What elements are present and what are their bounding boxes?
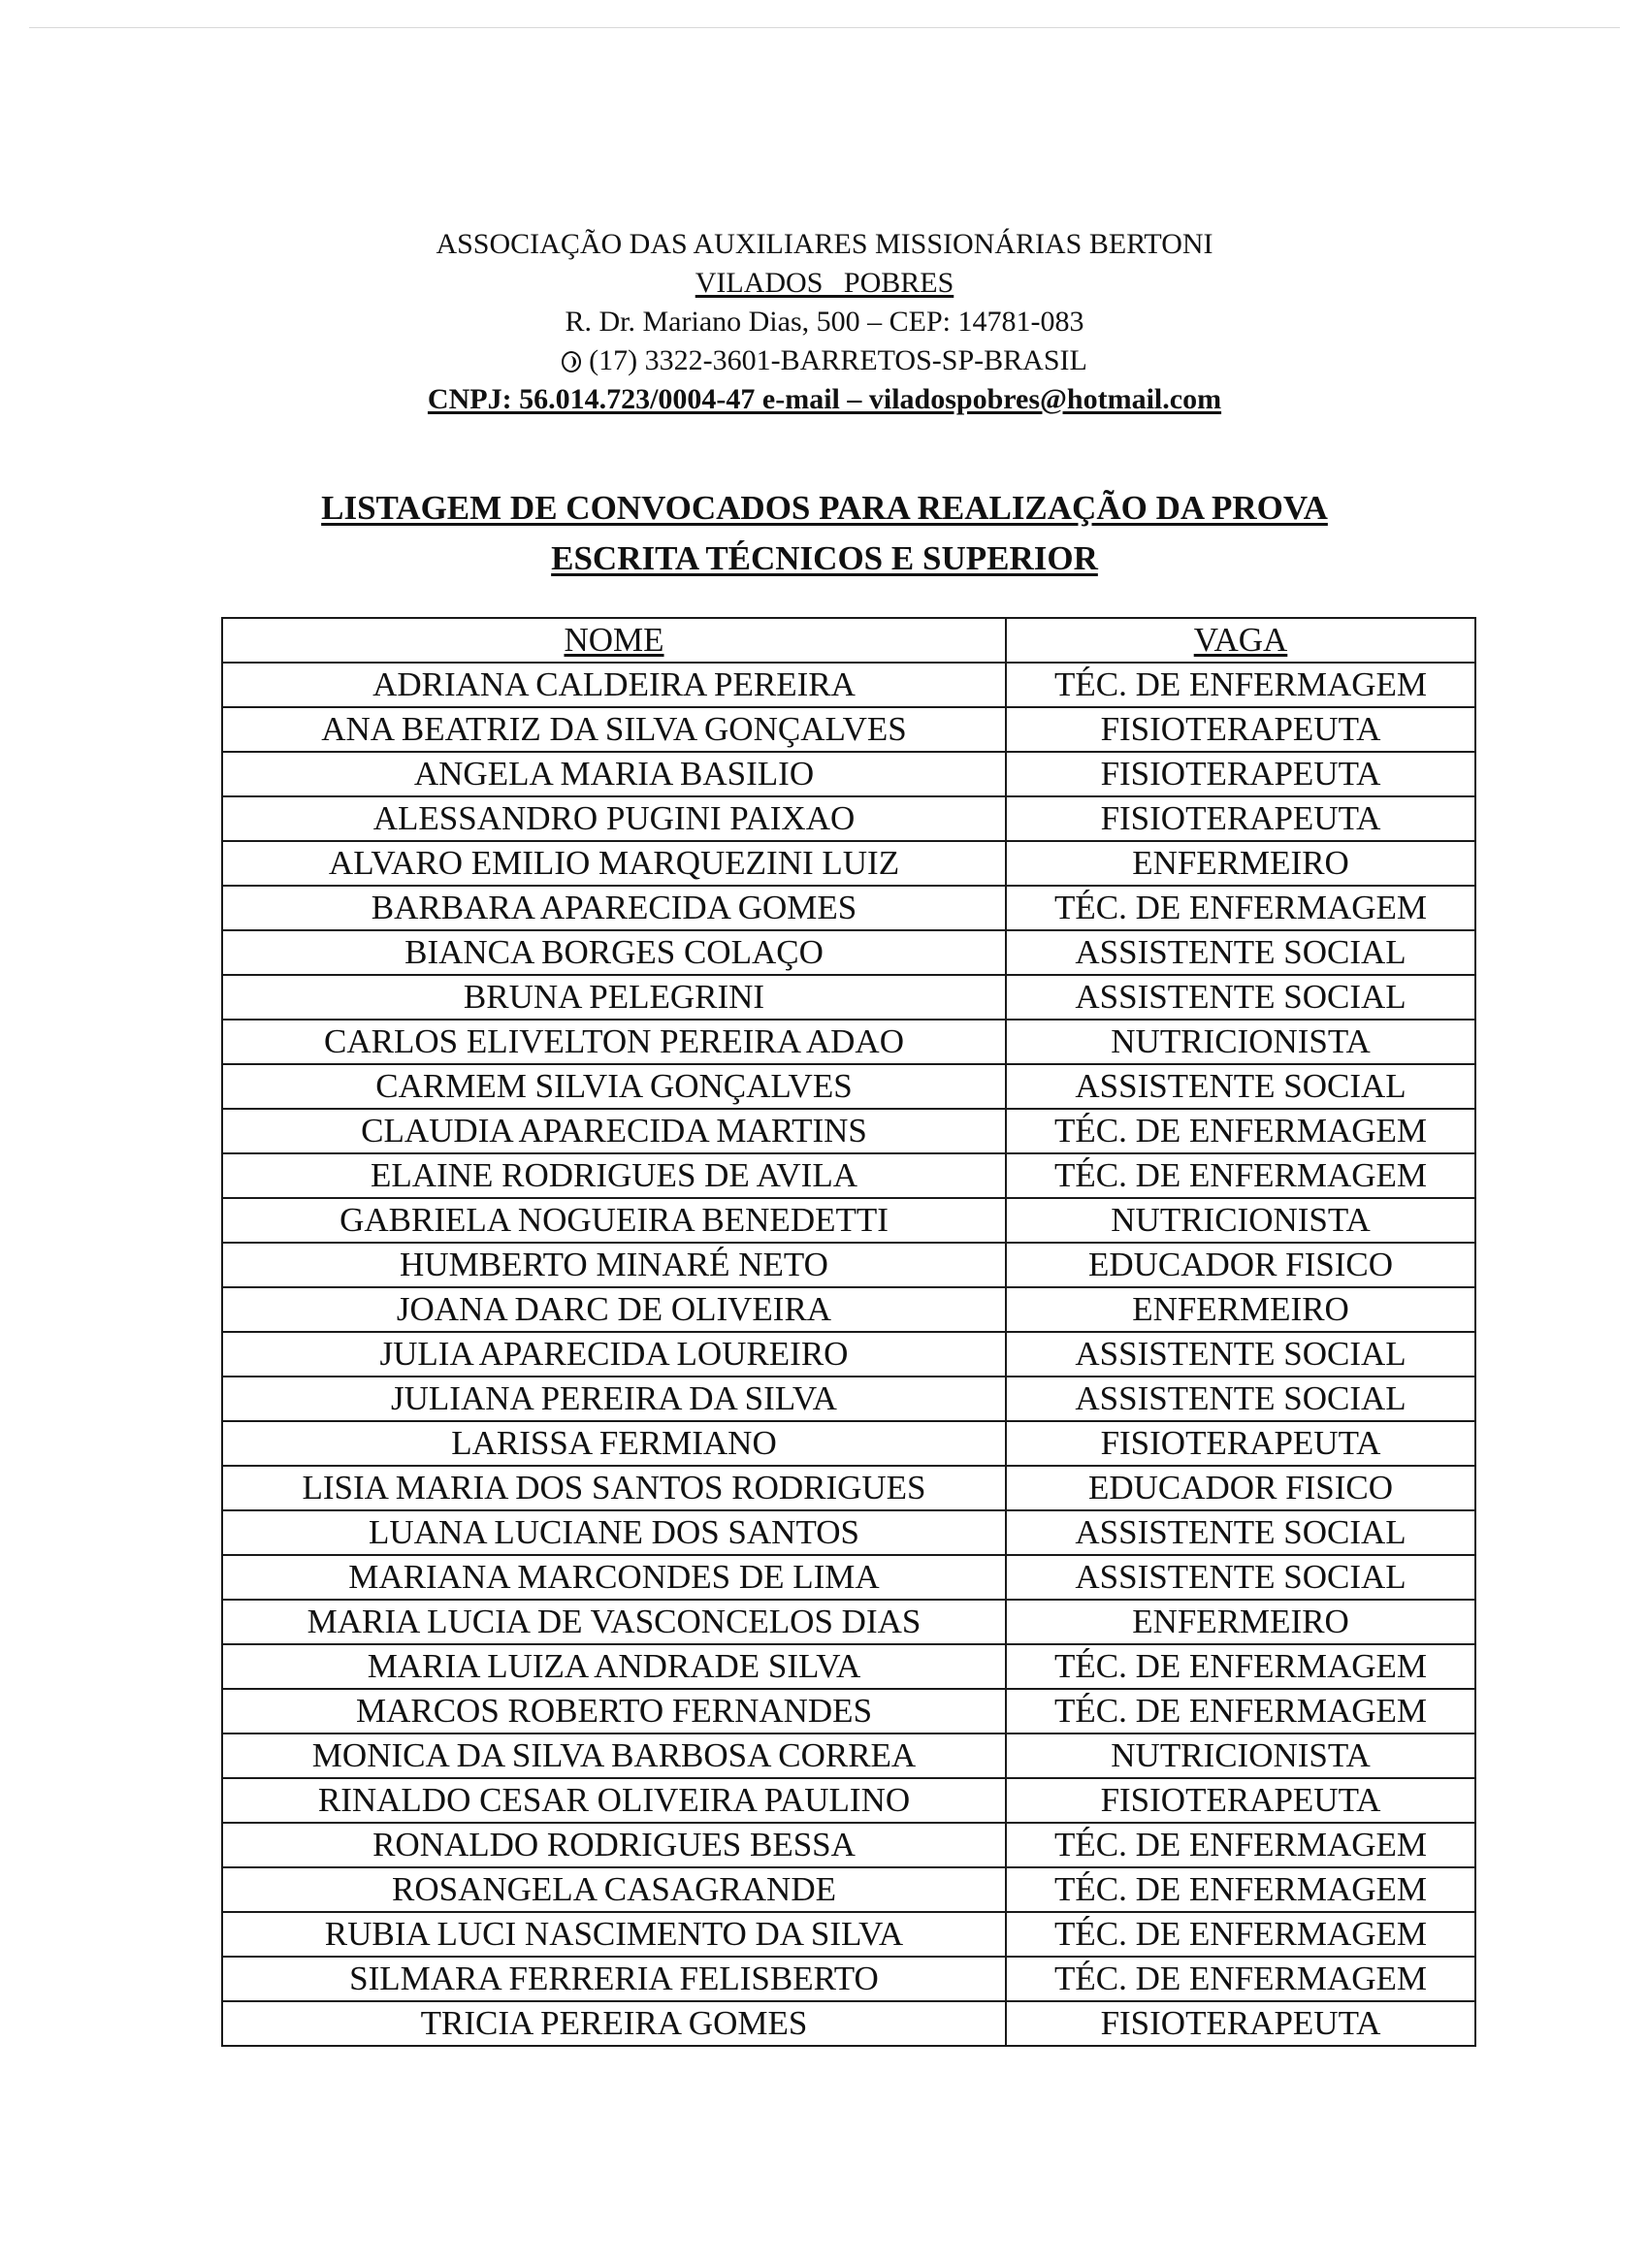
cell-vaga: ASSISTENTE SOCIAL bbox=[1006, 975, 1475, 1020]
table-row bbox=[222, 1778, 1475, 1823]
table-row bbox=[222, 1555, 1475, 1600]
column-header-nome: NOME bbox=[222, 618, 1006, 663]
cell-vaga: ASSISTENTE SOCIAL bbox=[1006, 1064, 1475, 1109]
title-line-1: LISTAGEM DE CONVOCADOS PARA REALIZAÇÃO DA PROVA bbox=[321, 489, 1328, 527]
cell-vaga: NUTRICIONISTA bbox=[1006, 1198, 1475, 1243]
org-phone: (17) 3322-3601-BARRETOS-SP-BRASIL bbox=[589, 344, 1087, 376]
cell-nome: ALESSANDRO PUGINI PAIXAO bbox=[222, 796, 1006, 841]
cell-vaga: FISIOTERAPEUTA bbox=[1006, 796, 1475, 841]
cell-nome: JOANA DARC DE OLIVEIRA bbox=[222, 1287, 1006, 1332]
cell-vaga: TÉC. DE ENFERMAGEM bbox=[1006, 1109, 1475, 1153]
table-row bbox=[222, 752, 1475, 796]
table-row bbox=[222, 930, 1475, 975]
cell-vaga: FISIOTERAPEUTA bbox=[1006, 1421, 1475, 1466]
table-row bbox=[222, 975, 1475, 1020]
table-row bbox=[222, 1287, 1475, 1332]
table-row bbox=[222, 1867, 1475, 1912]
table-row bbox=[222, 1510, 1475, 1555]
table-row bbox=[222, 1020, 1475, 1064]
cell-vaga: NUTRICIONISTA bbox=[1006, 1020, 1475, 1064]
cell-nome: LARISSA FERMIANO bbox=[222, 1421, 1006, 1466]
table-row bbox=[222, 1689, 1475, 1733]
title-line-2: ESCRITA TÉCNICOS E SUPERIOR bbox=[551, 539, 1098, 577]
table-row bbox=[222, 1153, 1475, 1198]
table-row bbox=[222, 841, 1475, 886]
cell-nome: MARIA LUCIA DE VASCONCELOS DIAS bbox=[222, 1600, 1006, 1644]
cell-nome: GABRIELA NOGUEIRA BENEDETTI bbox=[222, 1198, 1006, 1243]
table-row bbox=[222, 1600, 1475, 1644]
org-address: R. Dr. Mariano Dias, 500 – CEP: 14781-083 bbox=[565, 306, 1084, 338]
table-row bbox=[222, 1377, 1475, 1421]
cell-vaga: NUTRICIONISTA bbox=[1006, 1733, 1475, 1778]
cell-nome: ADRIANA CALDEIRA PEREIRA bbox=[222, 663, 1006, 707]
table-row bbox=[222, 886, 1475, 930]
org-short-name-line bbox=[0, 264, 1649, 303]
cell-vaga: ASSISTENTE SOCIAL bbox=[1006, 1332, 1475, 1377]
cell-vaga: TÉC. DE ENFERMAGEM bbox=[1006, 1867, 1475, 1912]
cell-vaga: TÉC. DE ENFERMAGEM bbox=[1006, 1644, 1475, 1689]
cell-nome: LISIA MARIA DOS SANTOS RODRIGUES bbox=[222, 1466, 1006, 1510]
phone-icon bbox=[562, 351, 581, 373]
cell-nome: JULIANA PEREIRA DA SILVA bbox=[222, 1377, 1006, 1421]
table-row bbox=[222, 1421, 1475, 1466]
cell-nome: ROSANGELA CASAGRANDE bbox=[222, 1867, 1006, 1912]
table-row bbox=[222, 1466, 1475, 1510]
org-phone-line bbox=[0, 341, 1649, 380]
cell-vaga: ENFERMEIRO bbox=[1006, 1287, 1475, 1332]
table-row bbox=[222, 796, 1475, 841]
cell-nome: ELAINE RODRIGUES DE AVILA bbox=[222, 1153, 1006, 1198]
org-cnpj-line bbox=[0, 380, 1649, 419]
cell-vaga: TÉC. DE ENFERMAGEM bbox=[1006, 663, 1475, 707]
cell-vaga: FISIOTERAPEUTA bbox=[1006, 1778, 1475, 1823]
table-row bbox=[222, 1644, 1475, 1689]
cell-vaga: FISIOTERAPEUTA bbox=[1006, 752, 1475, 796]
cell-nome: ANGELA MARIA BASILIO bbox=[222, 752, 1006, 796]
document-title bbox=[0, 483, 1649, 584]
cell-nome: BIANCA BORGES COLAÇO bbox=[222, 930, 1006, 975]
cell-vaga: ASSISTENTE SOCIAL bbox=[1006, 1555, 1475, 1600]
column-header-vaga: VAGA bbox=[1006, 618, 1475, 663]
cell-vaga: ENFERMEIRO bbox=[1006, 1600, 1475, 1644]
cell-vaga: ASSISTENTE SOCIAL bbox=[1006, 930, 1475, 975]
cell-vaga: TÉC. DE ENFERMAGEM bbox=[1006, 1912, 1475, 1957]
cell-nome: SILMARA FERRERIA FELISBERTO bbox=[222, 1957, 1006, 2001]
table-row bbox=[222, 1912, 1475, 1957]
cell-vaga: TÉC. DE ENFERMAGEM bbox=[1006, 1957, 1475, 2001]
cell-vaga: ASSISTENTE SOCIAL bbox=[1006, 1510, 1475, 1555]
table-row bbox=[222, 1733, 1475, 1778]
cell-vaga: EDUCADOR FISICO bbox=[1006, 1243, 1475, 1287]
table-header-row bbox=[222, 618, 1475, 663]
table-row bbox=[222, 1109, 1475, 1153]
cell-nome: RINALDO CESAR OLIVEIRA PAULINO bbox=[222, 1778, 1006, 1823]
table-body bbox=[222, 663, 1475, 2046]
cell-nome: CARLOS ELIVELTON PEREIRA ADAO bbox=[222, 1020, 1006, 1064]
convocados-table bbox=[221, 617, 1476, 2047]
cell-nome: RUBIA LUCI NASCIMENTO DA SILVA bbox=[222, 1912, 1006, 1957]
cell-nome: MARIA LUIZA ANDRADE SILVA bbox=[222, 1644, 1006, 1689]
cell-nome: ALVARO EMILIO MARQUEZINI LUIZ bbox=[222, 841, 1006, 886]
cell-vaga: FISIOTERAPEUTA bbox=[1006, 707, 1475, 752]
cell-vaga: ENFERMEIRO bbox=[1006, 841, 1475, 886]
table-row bbox=[222, 707, 1475, 752]
cell-nome: RONALDO RODRIGUES BESSA bbox=[222, 1823, 1006, 1867]
table-row bbox=[222, 1064, 1475, 1109]
table-row bbox=[222, 663, 1475, 707]
cell-nome: ANA BEATRIZ DA SILVA GONÇALVES bbox=[222, 707, 1006, 752]
table-row bbox=[222, 1198, 1475, 1243]
cell-nome: LUANA LUCIANE DOS SANTOS bbox=[222, 1510, 1006, 1555]
org-cnpj-email: CNPJ: 56.014.723/0004-47 e-mail – viladospobres@hotmail.com bbox=[427, 383, 1222, 415]
cell-nome: MARCOS ROBERTO FERNANDES bbox=[222, 1689, 1006, 1733]
table-row bbox=[222, 1243, 1475, 1287]
cell-vaga: TÉC. DE ENFERMAGEM bbox=[1006, 1689, 1475, 1733]
letterhead bbox=[0, 225, 1649, 419]
cell-nome: BARBARA APARECIDA GOMES bbox=[222, 886, 1006, 930]
table-row bbox=[222, 2001, 1475, 2046]
table-row bbox=[222, 1332, 1475, 1377]
cell-nome: BRUNA PELEGRINI bbox=[222, 975, 1006, 1020]
cell-nome: TRICIA PEREIRA GOMES bbox=[222, 2001, 1006, 2046]
cell-nome: CARMEM SILVIA GONÇALVES bbox=[222, 1064, 1006, 1109]
table-row bbox=[222, 1957, 1475, 2001]
cell-nome: CLAUDIA APARECIDA MARTINS bbox=[222, 1109, 1006, 1153]
org-short-name: VILADOS POBRES bbox=[695, 267, 954, 299]
page-top-rule bbox=[29, 27, 1620, 28]
org-name: ASSOCIAÇÃO DAS AUXILIARES MISSIONÁRIAS BERTONI bbox=[436, 228, 1213, 260]
cell-nome: MONICA DA SILVA BARBOSA CORREA bbox=[222, 1733, 1006, 1778]
cell-vaga: EDUCADOR FISICO bbox=[1006, 1466, 1475, 1510]
cell-vaga: TÉC. DE ENFERMAGEM bbox=[1006, 1823, 1475, 1867]
cell-nome: JULIA APARECIDA LOUREIRO bbox=[222, 1332, 1006, 1377]
cell-nome: MARIANA MARCONDES DE LIMA bbox=[222, 1555, 1006, 1600]
cell-vaga: TÉC. DE ENFERMAGEM bbox=[1006, 886, 1475, 930]
cell-vaga: FISIOTERAPEUTA bbox=[1006, 2001, 1475, 2046]
cell-nome: HUMBERTO MINARÉ NETO bbox=[222, 1243, 1006, 1287]
table-row bbox=[222, 1823, 1475, 1867]
cell-vaga: ASSISTENTE SOCIAL bbox=[1006, 1377, 1475, 1421]
cell-vaga: TÉC. DE ENFERMAGEM bbox=[1006, 1153, 1475, 1198]
